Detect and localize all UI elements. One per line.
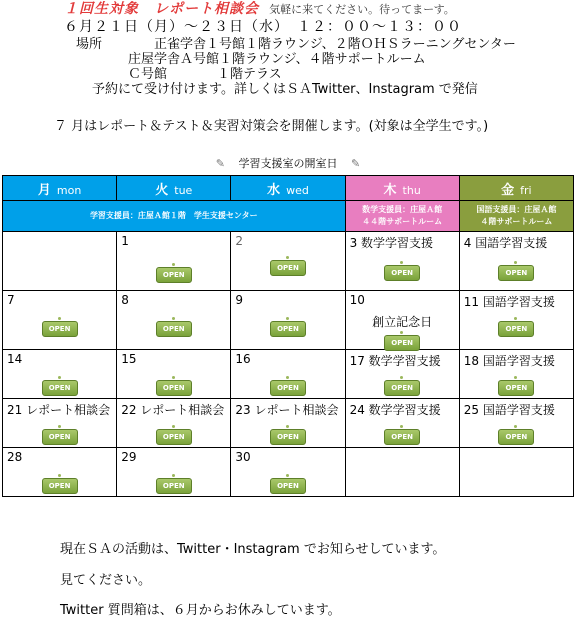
- day-cell: 30 OPEN: [231, 448, 345, 497]
- open-badge: OPEN: [498, 321, 534, 337]
- open-badge: OPEN: [384, 335, 420, 351]
- open-badge: OPEN: [498, 265, 534, 281]
- support-mon-wed: 学習支援員：庄屋Ａ館１階 学生支援センター: [3, 201, 346, 232]
- place-1: 正雀学舎１号館１階ラウンジ、２階ＯＨＳラーニングセンター: [154, 37, 516, 52]
- open-badge: OPEN: [156, 321, 192, 337]
- day-cell: 3 数学学習支援 OPEN: [345, 232, 459, 291]
- calendar-title: 学習支援室の開室日: [238, 157, 338, 170]
- day-cell: 10 創立記念日 OPEN: [345, 291, 459, 350]
- header-tue: 火 tue: [117, 176, 231, 201]
- open-badge: OPEN: [156, 478, 192, 494]
- day-cell: 29 OPEN: [117, 448, 231, 497]
- day-cell: 16 OPEN: [231, 350, 345, 399]
- day-cell: 28 OPEN: [3, 448, 117, 497]
- open-badge: OPEN: [156, 429, 192, 445]
- pencil-icon: ✎: [215, 157, 225, 170]
- day-cell: 17 数学学習支援 OPEN: [345, 350, 459, 399]
- day-cell: [459, 448, 573, 497]
- open-badge: OPEN: [42, 380, 78, 396]
- header-wed: 水 wed: [231, 176, 345, 201]
- event-note: 気軽に来てください。待ってまーす。: [269, 3, 455, 16]
- event-date: ６月２１日（月）～２３日（水） １２：００～１３：００: [64, 19, 462, 35]
- day-cell: 14 OPEN: [3, 350, 117, 399]
- july-notice: ７ 月はレポート＆テスト＆実習対策会を開催します。(対象は全学生です。): [54, 119, 489, 134]
- footer-line-2: 見てください。: [60, 573, 152, 588]
- open-badge: OPEN: [42, 321, 78, 337]
- open-badge: OPEN: [270, 321, 306, 337]
- support-thu: 数学支援員：庄屋Ａ館 ４４階サポートルーム: [345, 201, 459, 232]
- place-label: 場所: [76, 37, 103, 52]
- open-badge: OPEN: [270, 380, 306, 396]
- reservation-text: 予約にて受け付けます。詳しくはＳＡTwitter、Instagram で発信: [92, 82, 478, 97]
- footer-line-3: Twitter 質問箱は、６月からお休みしています。: [60, 603, 341, 618]
- open-badge: OPEN: [42, 478, 78, 494]
- day-cell: 11 国語学習支援 OPEN: [459, 291, 573, 350]
- day-cell: [345, 448, 459, 497]
- day-cell: 22 レポート相談会 OPEN: [117, 399, 231, 448]
- day-cell: 2 OPEN: [231, 232, 345, 291]
- day-cell: [3, 232, 117, 291]
- calendar-title-row: [0, 155, 576, 171]
- open-badge: OPEN: [42, 429, 78, 445]
- day-cell: 21 レポート相談会 OPEN: [3, 399, 117, 448]
- day-cell: 1 OPEN: [117, 232, 231, 291]
- open-badge: OPEN: [270, 260, 306, 276]
- place-3b: １階テラス: [217, 67, 282, 82]
- day-cell: 15 OPEN: [117, 350, 231, 399]
- pencil-icon: ✎: [351, 157, 361, 170]
- place-2: 庄屋学舎Ａ号館１階ラウンジ、４階サポートルーム: [128, 52, 426, 67]
- open-badge: OPEN: [270, 478, 306, 494]
- open-badge: OPEN: [156, 380, 192, 396]
- day-cell: 9 OPEN: [231, 291, 345, 350]
- open-badge: OPEN: [384, 265, 420, 281]
- open-badge: OPEN: [498, 380, 534, 396]
- event-title: １回生対象 レポート相談会: [64, 1, 259, 17]
- header-fri: 金 fri: [459, 176, 573, 201]
- open-badge: OPEN: [384, 380, 420, 396]
- open-badge: OPEN: [156, 267, 192, 283]
- day-cell: 18 国語学習支援 OPEN: [459, 350, 573, 399]
- day-cell: 25 国語学習支援 OPEN: [459, 399, 573, 448]
- open-badge: OPEN: [270, 429, 306, 445]
- footer-line-1: 現在ＳＡの活動は、Twitter・Instagram でお知らせしています。: [60, 542, 446, 557]
- place-3a: Ｃ号館: [128, 67, 168, 82]
- day-cell: 24 数学学習支援 OPEN: [345, 399, 459, 448]
- day-cell: 7 OPEN: [3, 291, 117, 350]
- calendar-table: [2, 175, 574, 497]
- day-cell: 8 OPEN: [117, 291, 231, 350]
- header-mon: 月 mon: [3, 176, 117, 201]
- holiday-label: 創立記念日: [372, 315, 433, 329]
- support-fri: 国語支援員：庄屋Ａ館 ４階サポートルーム: [459, 201, 573, 232]
- header-thu: 木 thu: [345, 176, 459, 201]
- day-cell: 4 国語学習支援 OPEN: [459, 232, 573, 291]
- day-cell: 23 レポート相談会 OPEN: [231, 399, 345, 448]
- open-badge: OPEN: [498, 429, 534, 445]
- open-badge: OPEN: [384, 429, 420, 445]
